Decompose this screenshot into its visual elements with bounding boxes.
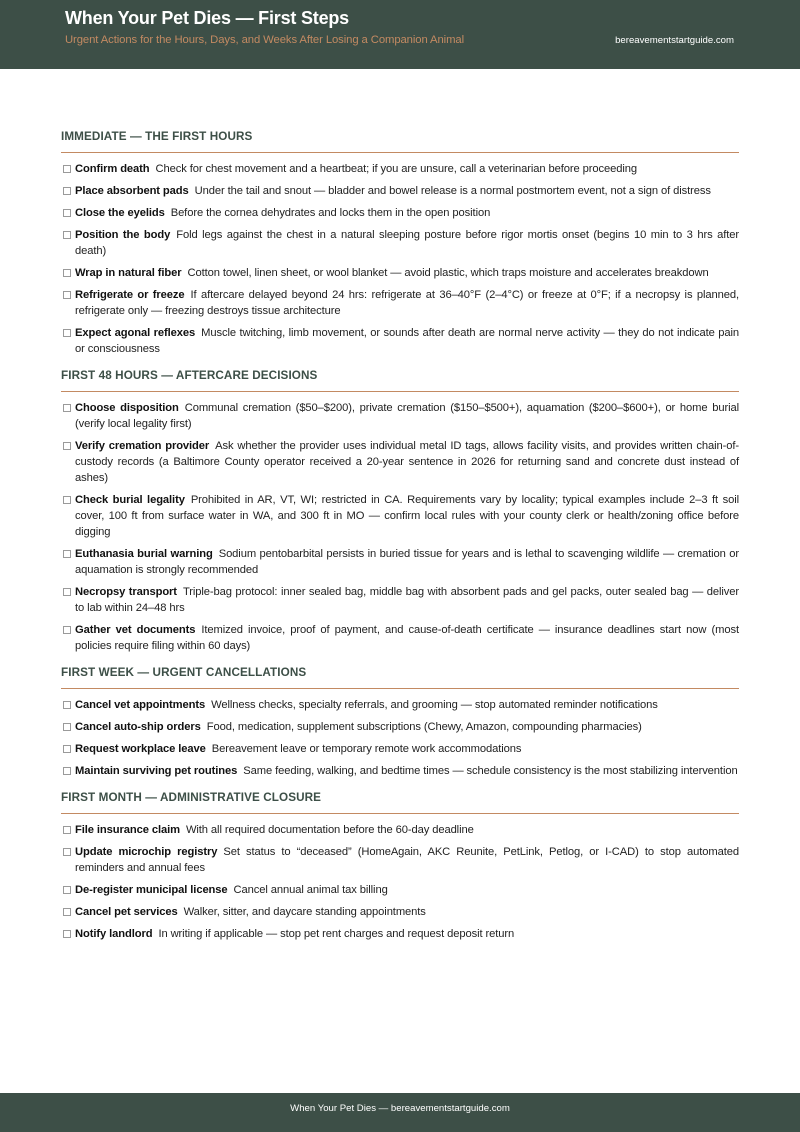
- checklist-item-text: [75, 265, 739, 281]
- checklist-item-title: Refrigerate or freeze: [75, 289, 185, 301]
- section-heading: FIRST 48 HOURS — AFTERCARE DECISIONS: [61, 369, 739, 392]
- checklist-item-text: [75, 546, 739, 578]
- section-heading: IMMEDIATE — THE FIRST HOURS: [61, 130, 739, 153]
- checklist-item-title: Necropsy transport: [75, 586, 177, 598]
- checklist-item-description: Prohibited in AR, VT, WI; restricted in CA. Requirements vary by locality; typical examples include 2–3 ft soil cover, 100 ft from surface water in WA, and 300 ft in MO — confirm local rules with your county clerk or health/zoning office before digging: [75, 494, 739, 538]
- checkbox[interactable]: [63, 269, 71, 277]
- checklist-item-title: Cancel pet services: [75, 906, 178, 918]
- checklist-item-text: [75, 400, 739, 432]
- page-title: When Your Pet Dies — First Steps: [65, 8, 349, 28]
- checklist-item-title: Cancel auto-ship orders: [75, 721, 201, 733]
- checklist-item-description: Ask whether the provider uses individual metal ID tags, allows facility visits, and provides written chain-of-custody records (a Baltimore County operator received a 20-year sentence in 2026 for returning sand and concrete dust instead of ashes): [75, 440, 739, 484]
- checklist-item-text: [75, 438, 739, 486]
- checklist-item: [61, 844, 739, 876]
- checklist-item-description: Same feeding, walking, and bedtime times — schedule consistency is the most stabilizing intervention: [243, 765, 738, 777]
- checkbox[interactable]: [63, 848, 71, 856]
- checklist-item-title: Position the body: [75, 229, 171, 241]
- checklist-item-title: Maintain surviving pet routines: [75, 765, 238, 777]
- checklist-item-description: Cotton towel, linen sheet, or wool blanket — avoid plastic, which traps moisture and accelerates breakdown: [187, 267, 709, 279]
- checklist-item-description: Food, medication, supplement subscriptions (Chewy, Amazon, compounding pharmacies): [206, 721, 642, 733]
- checklist-item: [61, 763, 739, 779]
- checklist-item: [61, 926, 739, 942]
- checklist-item-description: Walker, sitter, and daycare standing appointments: [183, 906, 426, 918]
- checkbox[interactable]: [63, 930, 71, 938]
- checklist-item: [61, 492, 739, 540]
- checklist-item-description: Triple-bag protocol: inner sealed bag, middle bag with absorbent pads and gel packs, outer sealed bag — deliver to lab within 24–48 hrs: [75, 586, 739, 614]
- page-subtitle: Urgent Actions for the Hours, Days, and Weeks After Losing a Companion Animal: [65, 34, 464, 46]
- checklist-item-description: Muscle twitching, limb movement, or sounds after death are normal nerve activity — they do not indicate pain or consciousness: [75, 327, 739, 355]
- checklist-item-title: Place absorbent pads: [75, 185, 189, 197]
- checklist-item-title: Notify landlord: [75, 928, 153, 940]
- checklist-item-description: In writing if applicable — stop pet rent charges and request deposit return: [158, 928, 515, 940]
- checklist-item-text: [75, 287, 739, 319]
- checklist-section: [61, 369, 739, 654]
- checklist-item: [61, 622, 739, 654]
- checkbox[interactable]: [63, 767, 71, 775]
- checklist-item-text: [75, 763, 739, 779]
- checklist-item-title: Update microchip registry: [75, 846, 218, 858]
- checklist-item-text: [75, 183, 739, 199]
- checklist-item-title: Check burial legality: [75, 494, 185, 506]
- checklist-item-text: [75, 882, 739, 898]
- checklist-item: [61, 161, 739, 177]
- checklist-item-title: De-register municipal license: [75, 884, 228, 896]
- checklist-item-title: Verify cremation provider: [75, 440, 210, 452]
- page-footer: [0, 1093, 800, 1132]
- checklist-item-description: If aftercare delayed beyond 24 hrs: refrigerate at 36–40°F (2–4°C) or freeze at 0°F; if a necropsy is planned, refrigerate only — freezing destroys tissue architecture: [75, 289, 739, 317]
- checklist-item-description: Fold legs against the chest in a natural sleeping posture before rigor mortis onset (begins 10 min to 3 hrs after death): [75, 229, 739, 257]
- checklist-item: [61, 205, 739, 221]
- checklist-item-title: Cancel vet appointments: [75, 699, 206, 711]
- checklist-item-description: With all required documentation before the 60-day deadline: [185, 824, 474, 836]
- checklist-item-text: [75, 584, 739, 616]
- checkbox[interactable]: [63, 496, 71, 504]
- checkbox[interactable]: [63, 701, 71, 709]
- checklist-item: [61, 265, 739, 281]
- checklist-item-text: [75, 227, 739, 259]
- checklist-item-description: Cancel annual animal tax billing: [233, 884, 388, 896]
- checkbox[interactable]: [63, 291, 71, 299]
- checklist-item-text: [75, 325, 739, 357]
- checkbox[interactable]: [63, 442, 71, 450]
- checkbox[interactable]: [63, 550, 71, 558]
- header-site-url: bereavementstartguide.com: [615, 35, 734, 46]
- checkbox[interactable]: [63, 723, 71, 731]
- checklist-item: [61, 882, 739, 898]
- checklist-item-text: [75, 926, 739, 942]
- checkbox[interactable]: [63, 165, 71, 173]
- checklist-item-description: Itemized invoice, proof of payment, and cause-of-death certificate — insurance deadlines start now (most policies require filing within 60 days): [75, 624, 739, 652]
- checkbox[interactable]: [63, 588, 71, 596]
- checkbox[interactable]: [63, 745, 71, 753]
- checklist-item: [61, 822, 739, 838]
- checklist-item-text: [75, 822, 739, 838]
- page-header: [0, 0, 800, 69]
- checkbox[interactable]: [63, 329, 71, 337]
- section-heading: FIRST WEEK — URGENT CANCELLATIONS: [61, 666, 739, 689]
- checkbox[interactable]: [63, 886, 71, 894]
- checklist-item: [61, 584, 739, 616]
- checklist-item-description: Under the tail and snout — bladder and bowel release is a normal postmortem event, not a sign of distress: [194, 185, 711, 197]
- checklist-item: [61, 438, 739, 486]
- checkbox[interactable]: [63, 209, 71, 217]
- checklist-item: [61, 741, 739, 757]
- checklist-item: [61, 287, 739, 319]
- checklist-item-title: Request workplace leave: [75, 743, 206, 755]
- checklist-item-description: Set status to “deceased” (HomeAgain, AKC Reunite, PetLink, Petlog, or I-CAD) to stop automated reminders and annual fees: [75, 846, 739, 874]
- checkbox[interactable]: [63, 626, 71, 634]
- checklist-item-description: Check for chest movement and a heartbeat; if you are unsure, call a veterinarian before proceeding: [155, 163, 638, 175]
- checklist-section: [61, 666, 739, 779]
- checklist-item-text: [75, 719, 739, 735]
- checklist-item-description: Wellness checks, specialty referrals, and grooming — stop automated reminder notifications: [211, 699, 658, 711]
- checklist-item-text: [75, 844, 739, 876]
- checklist-item: [61, 719, 739, 735]
- checklist-item: [61, 546, 739, 578]
- checklist-item-description: Before the cornea dehydrates and locks them in the open position: [170, 207, 491, 219]
- checklist-section: [61, 791, 739, 942]
- checkbox[interactable]: [63, 187, 71, 195]
- checklist-item: [61, 400, 739, 432]
- checklist-item: [61, 325, 739, 357]
- section-heading: FIRST MONTH — ADMINISTRATIVE CLOSURE: [61, 791, 739, 814]
- checklist-item: [61, 697, 739, 713]
- checklist-item-text: [75, 741, 739, 757]
- checklist-item-title: File insurance claim: [75, 824, 180, 836]
- checkbox[interactable]: [63, 908, 71, 916]
- checklist-item-description: Bereavement leave or temporary remote work accommodations: [211, 743, 522, 755]
- checklist-item-title: Gather vet documents: [75, 624, 196, 636]
- checklist-item-title: Expect agonal reflexes: [75, 327, 196, 339]
- checklist-item-title: Close the eyelids: [75, 207, 165, 219]
- checklist-item-text: [75, 205, 739, 221]
- checklist-section: [61, 130, 739, 357]
- checklist-item-text: [75, 622, 739, 654]
- checklist-item-title: Wrap in natural fiber: [75, 267, 182, 279]
- checklist-item-text: [75, 161, 739, 177]
- checklist-item-title: Confirm death: [75, 163, 150, 175]
- checklist-item-text: [75, 697, 739, 713]
- checklist-item-description: Communal cremation ($50–$200), private cremation ($150–$500+), aquamation ($200–$600+), or home burial (verify local legality first): [75, 402, 739, 430]
- checklist-item-title: Euthanasia burial warning: [75, 548, 213, 560]
- checklist-item-description: Sodium pentobarbital persists in buried tissue for years and is lethal to scavenging wildlife — cremation or aquamation is strongly recommended: [75, 548, 740, 576]
- checklist-item-text: [75, 492, 739, 540]
- checklist-item-title: Choose disposition: [75, 402, 179, 414]
- checkbox[interactable]: [63, 826, 71, 834]
- checkbox[interactable]: [63, 404, 71, 412]
- checklist-item: [61, 183, 739, 199]
- checklist-item: [61, 227, 739, 259]
- checklist-item-text: [75, 904, 739, 920]
- footer-text: When Your Pet Dies — bereavementstartguide.com: [290, 1103, 510, 1114]
- checklist-item: [61, 904, 739, 920]
- checkbox[interactable]: [63, 231, 71, 239]
- checklist-content: [61, 130, 739, 954]
